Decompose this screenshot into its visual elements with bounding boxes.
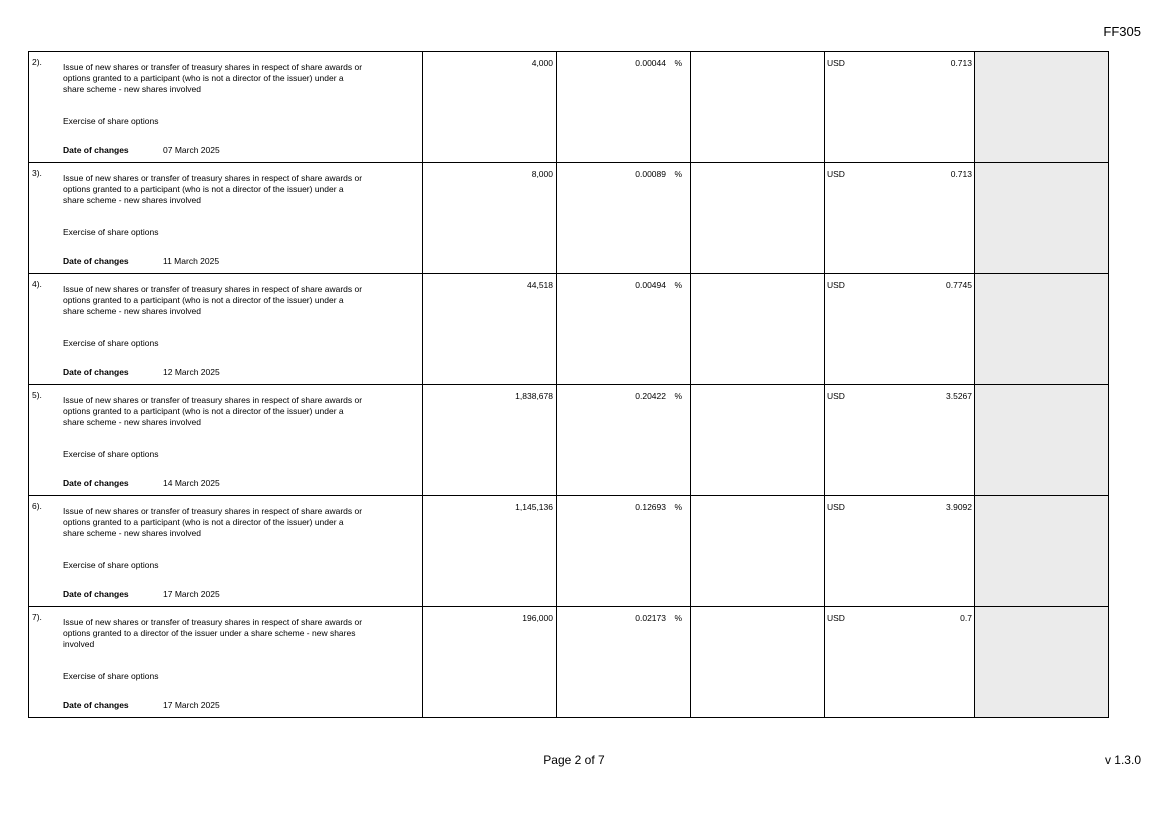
shares-cell	[423, 607, 557, 718]
percent-value: 0.02173	[635, 613, 666, 623]
row-number: 3).	[32, 168, 42, 178]
description-cell	[29, 607, 423, 718]
shaded-cell	[975, 163, 1109, 274]
date-label: Date of changes	[63, 256, 129, 266]
currency-value: USD	[827, 502, 845, 512]
percent-sign: %	[674, 613, 682, 623]
shares-cell	[423, 274, 557, 385]
share-changes-table	[28, 51, 1109, 718]
event-description: Issue of new shares or transfer of treasury shares in respect of share awards or options granted to a participant (who is not a director of the issuer) under a share scheme - new shares involved	[63, 173, 363, 205]
shaded-cell	[975, 496, 1109, 607]
row-number: 6).	[32, 501, 42, 511]
date-value: 17 March 2025	[163, 589, 220, 599]
row-number: 2).	[32, 57, 42, 67]
shares-value: 1,145,136	[515, 502, 553, 512]
table-row	[29, 496, 1109, 607]
date-label: Date of changes	[63, 700, 129, 710]
percent-value: 0.20422	[635, 391, 666, 401]
price-cell	[825, 496, 975, 607]
row-number: 5).	[32, 390, 42, 400]
date-value: 17 March 2025	[163, 700, 220, 710]
percent-cell	[557, 163, 691, 274]
price-value: 0.713	[950, 58, 972, 68]
currency-value: USD	[827, 280, 845, 290]
table-row	[29, 52, 1109, 163]
percent-cell	[557, 607, 691, 718]
table-row	[29, 385, 1109, 496]
currency-value: USD	[827, 613, 845, 623]
row-number: 7).	[32, 612, 42, 622]
empty-cell	[691, 52, 825, 163]
description-cell	[29, 496, 423, 607]
event-subdescription: Exercise of share options	[63, 560, 159, 570]
price-value: 0.7745	[946, 280, 972, 290]
empty-cell	[691, 385, 825, 496]
price-cell	[825, 163, 975, 274]
description-cell	[29, 163, 423, 274]
price-value: 0.713	[950, 169, 972, 179]
event-description: Issue of new shares or transfer of treasury shares in respect of share awards or options granted to a participant (who is not a director of the issuer) under a share scheme - new shares involved	[63, 395, 363, 427]
percent-sign: %	[674, 502, 682, 512]
percent-value: 0.12693	[635, 502, 666, 512]
description-cell	[29, 274, 423, 385]
percent-value: 0.00089	[635, 169, 666, 179]
event-subdescription: Exercise of share options	[63, 338, 159, 348]
percent-cell	[557, 52, 691, 163]
price-value: 3.5267	[946, 391, 972, 401]
date-of-changes	[63, 589, 220, 599]
shares-cell	[423, 385, 557, 496]
shares-cell	[423, 163, 557, 274]
price-value: 0.7	[960, 613, 972, 623]
event-subdescription: Exercise of share options	[63, 449, 159, 459]
percent-sign: %	[674, 280, 682, 290]
percent-sign: %	[674, 391, 682, 401]
price-cell	[825, 274, 975, 385]
event-description: Issue of new shares or transfer of treasury shares in respect of share awards or options granted to a participant (who is not a director of the issuer) under a share scheme - new shares involved	[63, 506, 363, 538]
date-value: 07 March 2025	[163, 145, 220, 155]
percent-cell	[557, 274, 691, 385]
shaded-cell	[975, 607, 1109, 718]
version-label: v 1.3.0	[1104, 753, 1141, 767]
shares-value: 1,838,678	[515, 391, 553, 401]
table-row	[29, 607, 1109, 718]
empty-cell	[691, 607, 825, 718]
shaded-cell	[975, 52, 1109, 163]
price-value: 3.9092	[946, 502, 972, 512]
shares-value: 8,000	[531, 169, 553, 179]
percent-value: 0.00494	[635, 280, 666, 290]
date-value: 12 March 2025	[163, 367, 220, 377]
date-value: 11 March 2025	[163, 256, 220, 266]
event-description: Issue of new shares or transfer of treasury shares in respect of share awards or options granted to a director of the issuer under a share scheme - new shares involved	[63, 617, 363, 649]
empty-cell	[691, 496, 825, 607]
date-of-changes	[63, 478, 220, 488]
table-row	[29, 163, 1109, 274]
event-description: Issue of new shares or transfer of treasury shares in respect of share awards or options granted to a participant (who is not a director of the issuer) under a share scheme - new shares involved	[63, 284, 363, 316]
price-cell	[825, 385, 975, 496]
shares-value: 196,000	[522, 613, 553, 623]
empty-cell	[691, 274, 825, 385]
event-description: Issue of new shares or transfer of treasury shares in respect of share awards or options granted to a participant (who is not a director of the issuer) under a share scheme - new shares involved	[63, 62, 363, 94]
shaded-cell	[975, 385, 1109, 496]
empty-cell	[691, 163, 825, 274]
price-cell	[825, 607, 975, 718]
form-code: FF305	[1103, 24, 1141, 39]
date-value: 14 March 2025	[163, 478, 220, 488]
description-cell	[29, 52, 423, 163]
event-subdescription: Exercise of share options	[63, 671, 159, 681]
price-cell	[825, 52, 975, 163]
shares-value: 44,518	[527, 280, 553, 290]
event-subdescription: Exercise of share options	[63, 116, 159, 126]
date-of-changes	[63, 145, 220, 155]
shaded-cell	[975, 274, 1109, 385]
page-number: Page 2 of 7	[543, 753, 605, 767]
percent-cell	[557, 496, 691, 607]
date-of-changes	[63, 367, 220, 377]
event-subdescription: Exercise of share options	[63, 227, 159, 237]
date-label: Date of changes	[63, 478, 129, 488]
currency-value: USD	[827, 58, 845, 68]
percent-cell	[557, 385, 691, 496]
date-of-changes	[63, 700, 220, 710]
date-label: Date of changes	[63, 367, 129, 377]
shares-cell	[423, 496, 557, 607]
currency-value: USD	[827, 391, 845, 401]
table-row	[29, 274, 1109, 385]
percent-value: 0.00044	[635, 58, 666, 68]
shares-value: 4,000	[531, 58, 553, 68]
date-of-changes	[63, 256, 219, 266]
shares-cell	[423, 52, 557, 163]
row-number: 4).	[32, 279, 42, 289]
date-label: Date of changes	[63, 145, 129, 155]
percent-sign: %	[674, 58, 682, 68]
date-label: Date of changes	[63, 589, 129, 599]
currency-value: USD	[827, 169, 845, 179]
description-cell	[29, 385, 423, 496]
percent-sign: %	[674, 169, 682, 179]
